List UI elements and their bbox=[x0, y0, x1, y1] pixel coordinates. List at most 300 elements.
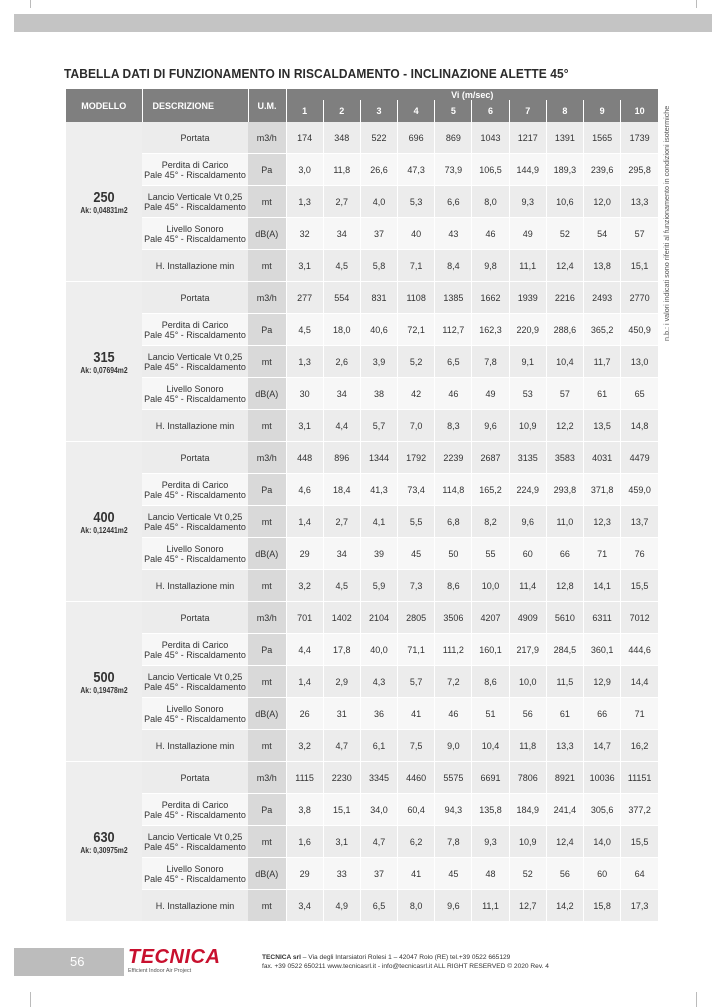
value-cell: 66 bbox=[584, 698, 621, 730]
value-cell: 71 bbox=[621, 698, 658, 730]
value-cell: 8,6 bbox=[472, 666, 509, 698]
unit-cell: mt bbox=[248, 506, 286, 538]
value-cell: 2770 bbox=[621, 282, 658, 314]
value-cell: 2,7 bbox=[323, 506, 360, 538]
value-cell: 184,9 bbox=[509, 794, 546, 826]
value-cell: 15,8 bbox=[584, 890, 621, 922]
value-cell: 49 bbox=[509, 218, 546, 250]
value-cell: 3,8 bbox=[286, 794, 323, 826]
value-cell: 348 bbox=[323, 122, 360, 154]
side-note: n.b.: i valori indicati sono riferiti al funzionamento in condizioni isotermiche bbox=[662, 105, 671, 341]
value-cell: 11,1 bbox=[472, 890, 509, 922]
description-line1: Perdita di Carico bbox=[161, 479, 229, 490]
model-cell bbox=[66, 442, 142, 602]
table-row bbox=[66, 122, 658, 154]
logo-wordmark: TECNICA bbox=[128, 946, 221, 968]
value-cell: 4,7 bbox=[360, 826, 397, 858]
description-cell bbox=[142, 346, 248, 378]
value-cell: 3,4 bbox=[286, 890, 323, 922]
value-cell: 165,2 bbox=[472, 474, 509, 506]
value-cell: 51 bbox=[472, 698, 509, 730]
table-row bbox=[66, 538, 658, 570]
value-cell: 57 bbox=[546, 378, 583, 410]
value-cell: 5,2 bbox=[398, 346, 435, 378]
value-cell: 869 bbox=[435, 122, 472, 154]
value-cell: 11,0 bbox=[546, 506, 583, 538]
value-cell: 4,7 bbox=[323, 730, 360, 762]
value-cell: 3,1 bbox=[286, 410, 323, 442]
description-cell bbox=[142, 634, 248, 666]
value-cell: 5,9 bbox=[360, 570, 397, 602]
value-cell: 224,9 bbox=[509, 474, 546, 506]
value-cell: 4,5 bbox=[323, 570, 360, 602]
top-bar bbox=[14, 14, 712, 32]
speed-header-3: 3 bbox=[360, 100, 397, 122]
value-cell: 2104 bbox=[360, 602, 397, 634]
description-cell bbox=[142, 410, 248, 442]
page-title: TABELLA DATI DI FUNZIONAMENTO IN RISCALDAMENTO - INCLINAZIONE ALETTE 45° bbox=[64, 66, 569, 81]
value-cell: 12,7 bbox=[509, 890, 546, 922]
value-cell: 8,6 bbox=[435, 570, 472, 602]
value-cell: 14,8 bbox=[621, 410, 658, 442]
value-cell: 94,3 bbox=[435, 794, 472, 826]
value-cell: 8,0 bbox=[472, 186, 509, 218]
value-cell: 1043 bbox=[472, 122, 509, 154]
value-cell: 11,1 bbox=[509, 250, 546, 282]
unit-cell: m3/h bbox=[248, 122, 286, 154]
table-row bbox=[66, 570, 658, 602]
description-line1: Perdita di Carico bbox=[161, 319, 229, 330]
value-cell: 26,6 bbox=[360, 154, 397, 186]
value-cell: 47,3 bbox=[398, 154, 435, 186]
table-row bbox=[66, 186, 658, 218]
table-row bbox=[66, 154, 658, 186]
value-cell: 701 bbox=[286, 602, 323, 634]
value-cell: 217,9 bbox=[509, 634, 546, 666]
description-cell bbox=[142, 538, 248, 570]
header-modello: MODELLO bbox=[66, 89, 142, 122]
value-cell: 10,0 bbox=[472, 570, 509, 602]
description-cell bbox=[142, 314, 248, 346]
value-cell: 3345 bbox=[360, 762, 397, 794]
speed-header-4: 4 bbox=[398, 100, 435, 122]
value-cell: 57 bbox=[621, 218, 658, 250]
model-cell bbox=[66, 602, 142, 762]
value-cell: 4207 bbox=[472, 602, 509, 634]
crop-mark bbox=[696, 0, 697, 8]
value-cell: 17,3 bbox=[621, 890, 658, 922]
value-cell: 6691 bbox=[472, 762, 509, 794]
value-cell: 3,2 bbox=[286, 730, 323, 762]
value-cell: 6,8 bbox=[435, 506, 472, 538]
unit-cell: Pa bbox=[248, 474, 286, 506]
value-cell: 2216 bbox=[546, 282, 583, 314]
description-line2: Pale 45° - Riscaldamento bbox=[144, 489, 246, 500]
value-cell: 3,2 bbox=[286, 570, 323, 602]
value-cell: 56 bbox=[509, 698, 546, 730]
table-row bbox=[66, 410, 658, 442]
value-cell: 2,7 bbox=[323, 186, 360, 218]
value-cell: 73,4 bbox=[398, 474, 435, 506]
unit-cell: m3/h bbox=[248, 442, 286, 474]
value-cell: 12,0 bbox=[584, 186, 621, 218]
value-cell: 15,1 bbox=[323, 794, 360, 826]
description-cell bbox=[142, 858, 248, 890]
value-cell: 4031 bbox=[584, 442, 621, 474]
value-cell: 30 bbox=[286, 378, 323, 410]
value-cell: 2493 bbox=[584, 282, 621, 314]
crop-mark bbox=[30, 0, 31, 8]
table-row bbox=[66, 506, 658, 538]
value-cell: 6,6 bbox=[435, 186, 472, 218]
value-cell: 9,6 bbox=[472, 410, 509, 442]
value-cell: 3,9 bbox=[360, 346, 397, 378]
description-line1: Portata bbox=[180, 132, 210, 143]
table-row bbox=[66, 666, 658, 698]
value-cell: 9,6 bbox=[435, 890, 472, 922]
table-row bbox=[66, 602, 658, 634]
value-cell: 13,5 bbox=[584, 410, 621, 442]
value-cell: 1391 bbox=[546, 122, 583, 154]
model-size: 630 bbox=[93, 828, 115, 846]
value-cell: 14,4 bbox=[621, 666, 658, 698]
value-cell: 36 bbox=[360, 698, 397, 730]
description-line1: H. Installazione min bbox=[155, 420, 235, 431]
unit-cell: Pa bbox=[248, 314, 286, 346]
page-number: 56 bbox=[14, 948, 124, 976]
value-cell: 33 bbox=[323, 858, 360, 890]
description-cell bbox=[142, 570, 248, 602]
value-cell: 831 bbox=[360, 282, 397, 314]
value-cell: 10036 bbox=[584, 762, 621, 794]
value-cell: 365,2 bbox=[584, 314, 621, 346]
table-row bbox=[66, 378, 658, 410]
model-ak: Ak: 0,07694m2 bbox=[80, 365, 128, 375]
footer-company: TECNICA srl bbox=[262, 954, 301, 961]
value-cell: 53 bbox=[509, 378, 546, 410]
value-cell: 34 bbox=[323, 538, 360, 570]
value-cell: 5,5 bbox=[398, 506, 435, 538]
value-cell: 8,3 bbox=[435, 410, 472, 442]
value-cell: 1,3 bbox=[286, 186, 323, 218]
unit-cell: dB(A) bbox=[248, 218, 286, 250]
value-cell: 10,9 bbox=[509, 826, 546, 858]
value-cell: 71,1 bbox=[398, 634, 435, 666]
description-cell bbox=[142, 762, 248, 794]
value-cell: 45 bbox=[435, 858, 472, 890]
unit-cell: mt bbox=[248, 410, 286, 442]
speed-header-10: 10 bbox=[621, 100, 658, 122]
value-cell: 1108 bbox=[398, 282, 435, 314]
value-cell: 38 bbox=[360, 378, 397, 410]
unit-cell: m3/h bbox=[248, 282, 286, 314]
value-cell: 11,4 bbox=[509, 570, 546, 602]
value-cell: 48 bbox=[472, 858, 509, 890]
value-cell: 111,2 bbox=[435, 634, 472, 666]
unit-cell: dB(A) bbox=[248, 858, 286, 890]
description-cell bbox=[142, 122, 248, 154]
value-cell: 11151 bbox=[621, 762, 658, 794]
value-cell: 65 bbox=[621, 378, 658, 410]
value-cell: 1792 bbox=[398, 442, 435, 474]
description-line2: Pale 45° - Riscaldamento bbox=[144, 841, 246, 852]
value-cell: 1115 bbox=[286, 762, 323, 794]
value-cell: 13,8 bbox=[584, 250, 621, 282]
value-cell: 34 bbox=[323, 378, 360, 410]
crop-mark bbox=[696, 992, 697, 1007]
value-cell: 45 bbox=[398, 538, 435, 570]
speed-header-8: 8 bbox=[546, 100, 583, 122]
value-cell: 52 bbox=[546, 218, 583, 250]
description-line1: H. Installazione min bbox=[155, 740, 235, 751]
value-cell: 1565 bbox=[584, 122, 621, 154]
value-cell: 5,7 bbox=[360, 410, 397, 442]
value-cell: 4,4 bbox=[323, 410, 360, 442]
value-cell: 277 bbox=[286, 282, 323, 314]
unit-cell: dB(A) bbox=[248, 538, 286, 570]
value-cell: 12,4 bbox=[546, 250, 583, 282]
table-row bbox=[66, 346, 658, 378]
value-cell: 114,8 bbox=[435, 474, 472, 506]
description-line1: Lancio Verticale Vt 0,25 bbox=[147, 831, 243, 842]
description-line2: Pale 45° - Riscaldamento bbox=[144, 201, 246, 212]
value-cell: 305,6 bbox=[584, 794, 621, 826]
description-cell bbox=[142, 474, 248, 506]
value-cell: 9,6 bbox=[509, 506, 546, 538]
value-cell: 39 bbox=[360, 538, 397, 570]
value-cell: 7,8 bbox=[472, 346, 509, 378]
description-line1: Lancio Verticale Vt 0,25 bbox=[147, 671, 243, 682]
table-row bbox=[66, 282, 658, 314]
table-row bbox=[66, 698, 658, 730]
value-cell: 522 bbox=[360, 122, 397, 154]
description-line1: Portata bbox=[180, 772, 210, 783]
footer-line1: – Via degli Intarsiatori Rolesi 1 – 42047 Rolo (RE) tel.+39 0522 665129 bbox=[300, 954, 511, 961]
value-cell: 7,5 bbox=[398, 730, 435, 762]
value-cell: 5575 bbox=[435, 762, 472, 794]
value-cell: 360,1 bbox=[584, 634, 621, 666]
description-cell bbox=[142, 442, 248, 474]
value-cell: 15,5 bbox=[621, 570, 658, 602]
value-cell: 14,0 bbox=[584, 826, 621, 858]
value-cell: 13,7 bbox=[621, 506, 658, 538]
unit-cell: mt bbox=[248, 250, 286, 282]
value-cell: 18,4 bbox=[323, 474, 360, 506]
value-cell: 46 bbox=[435, 378, 472, 410]
value-cell: 1402 bbox=[323, 602, 360, 634]
value-cell: 3135 bbox=[509, 442, 546, 474]
logo-tagline: Efficient Indoor Air Project bbox=[128, 968, 192, 974]
value-cell: 295,8 bbox=[621, 154, 658, 186]
value-cell: 66 bbox=[546, 538, 583, 570]
value-cell: 8921 bbox=[546, 762, 583, 794]
unit-cell: Pa bbox=[248, 634, 286, 666]
description-line2: Pale 45° - Riscaldamento bbox=[144, 809, 246, 820]
value-cell: 2687 bbox=[472, 442, 509, 474]
value-cell: 7,8 bbox=[435, 826, 472, 858]
value-cell: 5,7 bbox=[398, 666, 435, 698]
value-cell: 10,6 bbox=[546, 186, 583, 218]
value-cell: 1939 bbox=[509, 282, 546, 314]
model-ak: Ak: 0,19478m2 bbox=[80, 685, 128, 695]
description-line1: H. Installazione min bbox=[155, 900, 235, 911]
value-cell: 1344 bbox=[360, 442, 397, 474]
header-vi: Vi (m/sec) bbox=[286, 89, 658, 100]
unit-cell: mt bbox=[248, 666, 286, 698]
description-line1: Livello Sonoro bbox=[166, 383, 224, 394]
value-cell: 3,1 bbox=[286, 250, 323, 282]
model-size: 400 bbox=[93, 508, 115, 526]
value-cell: 2805 bbox=[398, 602, 435, 634]
value-cell: 135,8 bbox=[472, 794, 509, 826]
value-cell: 29 bbox=[286, 538, 323, 570]
value-cell: 15,1 bbox=[621, 250, 658, 282]
value-cell: 41,3 bbox=[360, 474, 397, 506]
description-line1: Perdita di Carico bbox=[161, 639, 229, 650]
value-cell: 11,5 bbox=[546, 666, 583, 698]
description-line2: Pale 45° - Riscaldamento bbox=[144, 649, 246, 660]
table-row bbox=[66, 442, 658, 474]
speed-header-7: 7 bbox=[509, 100, 546, 122]
table-row bbox=[66, 250, 658, 282]
value-cell: 12,9 bbox=[584, 666, 621, 698]
value-cell: 14,7 bbox=[584, 730, 621, 762]
value-cell: 6,2 bbox=[398, 826, 435, 858]
value-cell: 4,9 bbox=[323, 890, 360, 922]
footer-line2: fax. +39 0522 650211 www.tecnicasrl.it - info@tecnicasrl.it ALL RIGHT RESERVED © 2020 Rev. 4 bbox=[262, 963, 549, 970]
value-cell: 40,0 bbox=[360, 634, 397, 666]
value-cell: 241,4 bbox=[546, 794, 583, 826]
header-descrizione: DESCRIZIONE bbox=[142, 89, 248, 122]
value-cell: 288,6 bbox=[546, 314, 583, 346]
value-cell: 6311 bbox=[584, 602, 621, 634]
description-line1: Lancio Verticale Vt 0,25 bbox=[147, 351, 243, 362]
value-cell: 13,3 bbox=[621, 186, 658, 218]
value-cell: 52 bbox=[509, 858, 546, 890]
value-cell: 34,0 bbox=[360, 794, 397, 826]
value-cell: 60 bbox=[509, 538, 546, 570]
unit-cell: m3/h bbox=[248, 762, 286, 794]
value-cell: 8,0 bbox=[398, 890, 435, 922]
description-cell bbox=[142, 250, 248, 282]
value-cell: 13,0 bbox=[621, 346, 658, 378]
description-line2: Pale 45° - Riscaldamento bbox=[144, 361, 246, 372]
model-cell bbox=[66, 122, 142, 282]
value-cell: 162,3 bbox=[472, 314, 509, 346]
value-cell: 71 bbox=[584, 538, 621, 570]
model-ak: Ak: 0,30975m2 bbox=[80, 845, 128, 855]
value-cell: 60,4 bbox=[398, 794, 435, 826]
value-cell: 371,8 bbox=[584, 474, 621, 506]
value-cell: 18,0 bbox=[323, 314, 360, 346]
description-cell bbox=[142, 378, 248, 410]
value-cell: 144,9 bbox=[509, 154, 546, 186]
value-cell: 29 bbox=[286, 858, 323, 890]
description-line1: Portata bbox=[180, 452, 210, 463]
value-cell: 17,8 bbox=[323, 634, 360, 666]
description-cell bbox=[142, 890, 248, 922]
value-cell: 37 bbox=[360, 218, 397, 250]
speed-header-6: 6 bbox=[472, 100, 509, 122]
value-cell: 5,3 bbox=[398, 186, 435, 218]
description-line1: Lancio Verticale Vt 0,25 bbox=[147, 511, 243, 522]
value-cell: 1,4 bbox=[286, 506, 323, 538]
unit-cell: Pa bbox=[248, 794, 286, 826]
value-cell: 7,2 bbox=[435, 666, 472, 698]
value-cell: 1,3 bbox=[286, 346, 323, 378]
value-cell: 4,6 bbox=[286, 474, 323, 506]
model-size: 315 bbox=[93, 348, 115, 366]
value-cell: 46 bbox=[435, 698, 472, 730]
description-cell bbox=[142, 602, 248, 634]
value-cell: 4460 bbox=[398, 762, 435, 794]
description-line2: Pale 45° - Riscaldamento bbox=[144, 233, 246, 244]
value-cell: 3506 bbox=[435, 602, 472, 634]
description-line1: Livello Sonoro bbox=[166, 703, 224, 714]
value-cell: 41 bbox=[398, 698, 435, 730]
value-cell: 696 bbox=[398, 122, 435, 154]
description-cell bbox=[142, 666, 248, 698]
unit-cell: mt bbox=[248, 570, 286, 602]
value-cell: 9,8 bbox=[472, 250, 509, 282]
value-cell: 7806 bbox=[509, 762, 546, 794]
value-cell: 8,2 bbox=[472, 506, 509, 538]
value-cell: 7012 bbox=[621, 602, 658, 634]
description-line1: H. Installazione min bbox=[155, 260, 235, 271]
table-row bbox=[66, 314, 658, 346]
value-cell: 13,3 bbox=[546, 730, 583, 762]
value-cell: 4,5 bbox=[286, 314, 323, 346]
value-cell: 160,1 bbox=[472, 634, 509, 666]
value-cell: 174 bbox=[286, 122, 323, 154]
value-cell: 49 bbox=[472, 378, 509, 410]
value-cell: 6,5 bbox=[360, 890, 397, 922]
value-cell: 43 bbox=[435, 218, 472, 250]
value-cell: 50 bbox=[435, 538, 472, 570]
description-line2: Pale 45° - Riscaldamento bbox=[144, 681, 246, 692]
value-cell: 4479 bbox=[621, 442, 658, 474]
crop-mark bbox=[30, 992, 31, 1007]
description-cell bbox=[142, 794, 248, 826]
description-line1: Livello Sonoro bbox=[166, 543, 224, 554]
model-size: 500 bbox=[93, 668, 115, 686]
value-cell: 554 bbox=[323, 282, 360, 314]
speed-header-1: 1 bbox=[286, 100, 323, 122]
table-row bbox=[66, 634, 658, 666]
value-cell: 4,1 bbox=[360, 506, 397, 538]
unit-cell: mt bbox=[248, 346, 286, 378]
description-cell bbox=[142, 506, 248, 538]
description-line2: Pale 45° - Riscaldamento bbox=[144, 329, 246, 340]
value-cell: 3,0 bbox=[286, 154, 323, 186]
description-line1: Portata bbox=[180, 612, 210, 623]
value-cell: 9,3 bbox=[472, 826, 509, 858]
value-cell: 5610 bbox=[546, 602, 583, 634]
value-cell: 106,5 bbox=[472, 154, 509, 186]
table-row bbox=[66, 730, 658, 762]
value-cell: 6,5 bbox=[435, 346, 472, 378]
value-cell: 459,0 bbox=[621, 474, 658, 506]
value-cell: 448 bbox=[286, 442, 323, 474]
table-row bbox=[66, 474, 658, 506]
description-line2: Pale 45° - Riscaldamento bbox=[144, 521, 246, 532]
value-cell: 40 bbox=[398, 218, 435, 250]
value-cell: 8,4 bbox=[435, 250, 472, 282]
description-line2: Pale 45° - Riscaldamento bbox=[144, 553, 246, 564]
value-cell: 10,9 bbox=[509, 410, 546, 442]
description-line2: Pale 45° - Riscaldamento bbox=[144, 393, 246, 404]
value-cell: 2,6 bbox=[323, 346, 360, 378]
